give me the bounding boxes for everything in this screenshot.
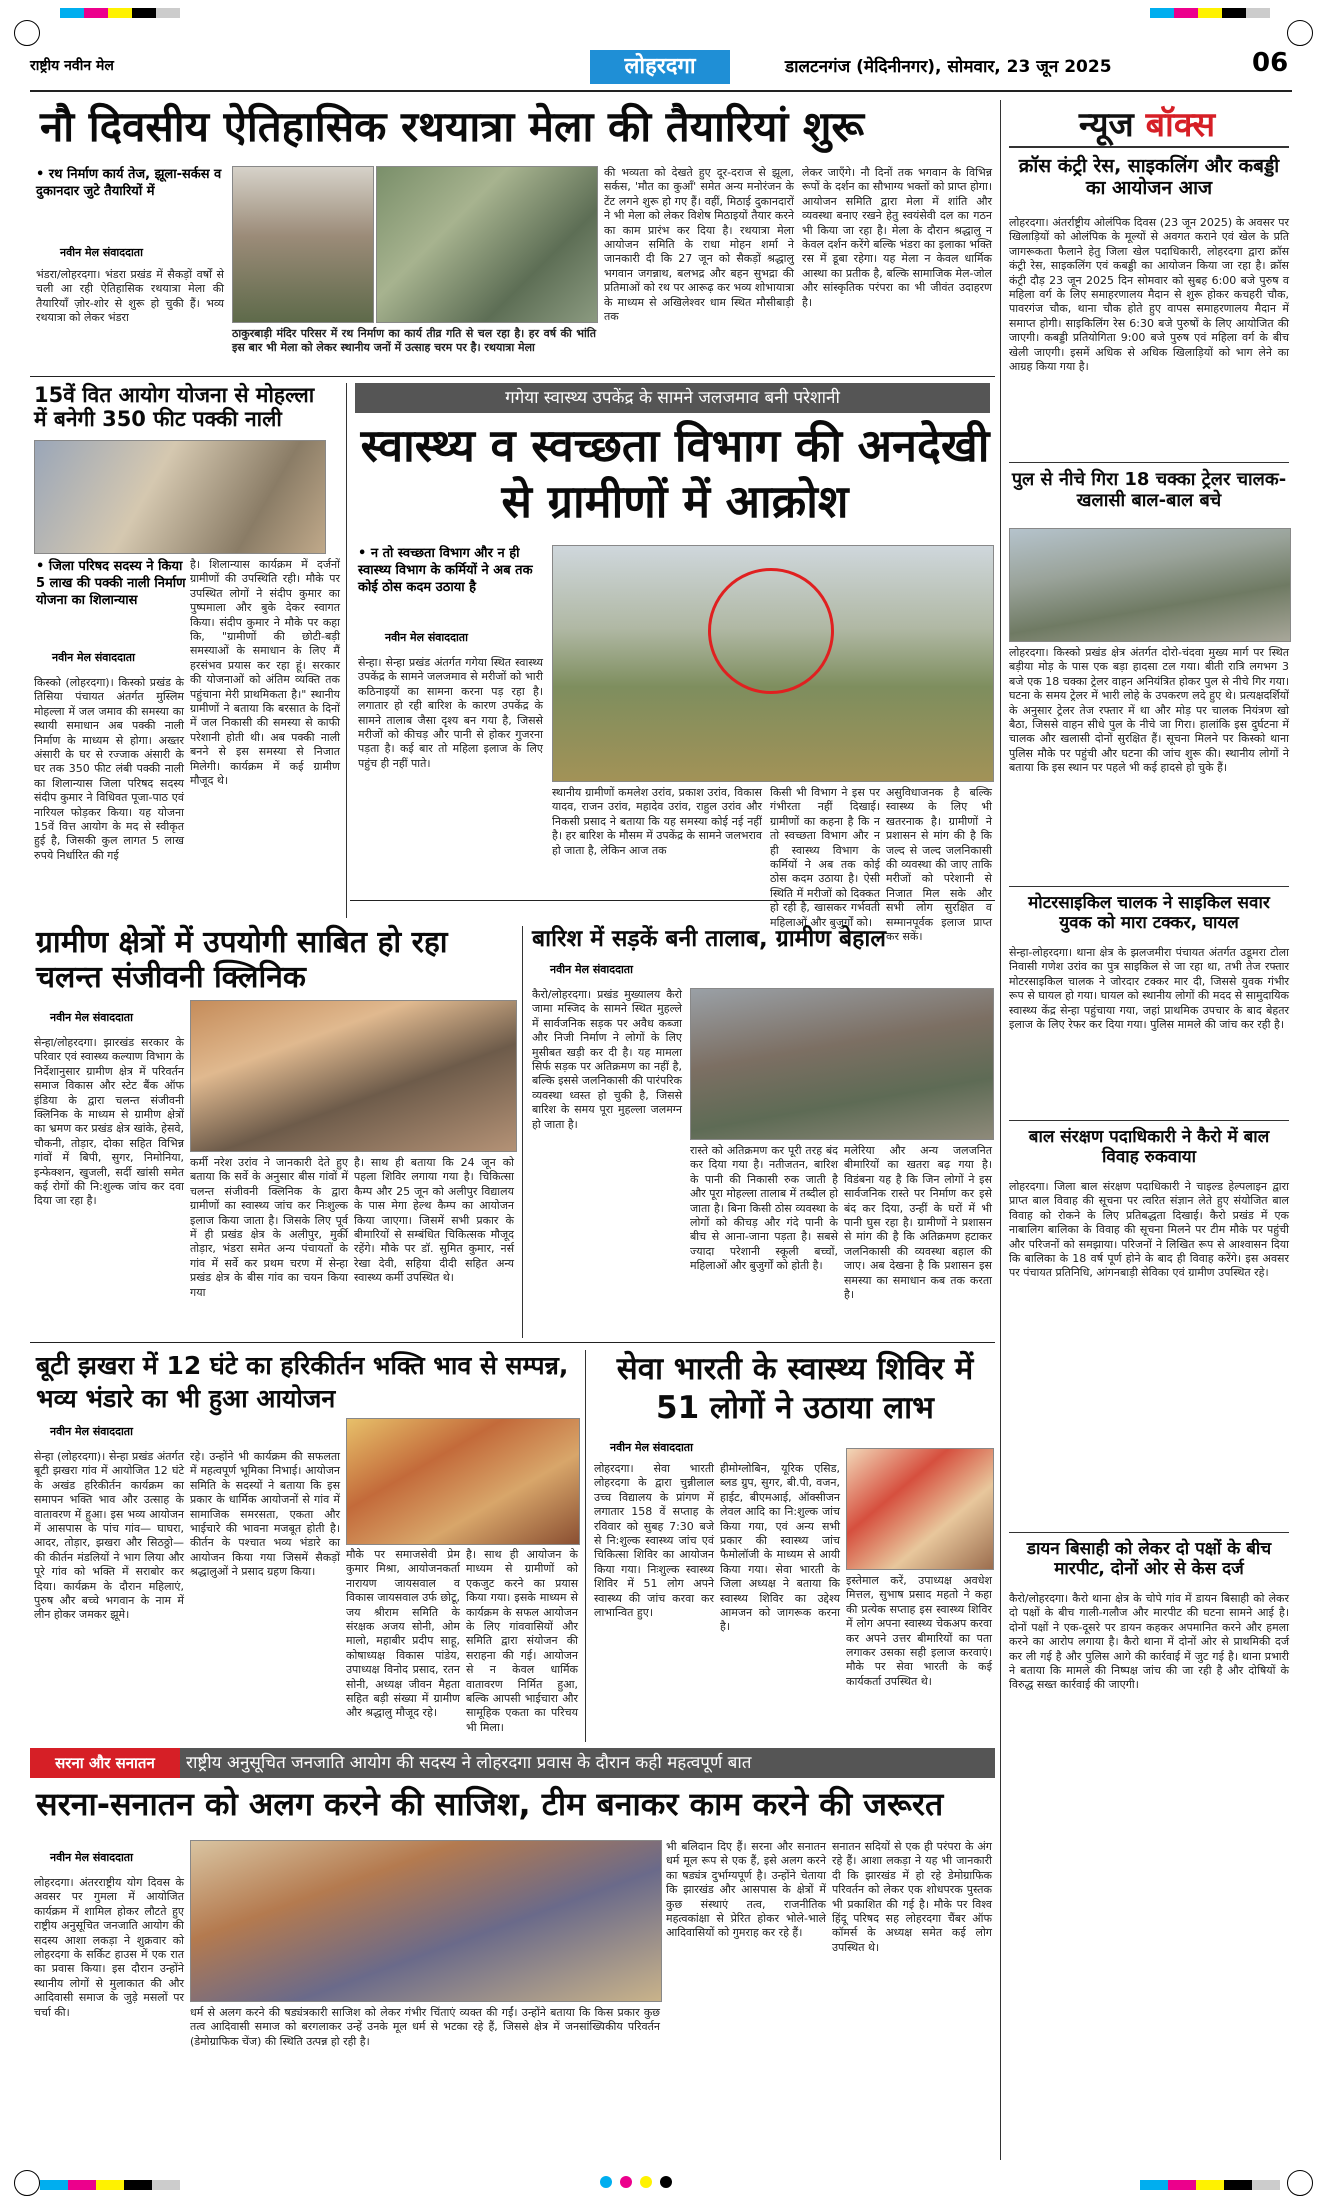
nali-photo bbox=[34, 440, 326, 554]
clinic-divider bbox=[522, 926, 523, 1338]
news-box-title-rule bbox=[1009, 146, 1289, 148]
registration-mark-top-right bbox=[1287, 20, 1313, 46]
news-divider-2 bbox=[1009, 886, 1289, 887]
rain-byline: नवीन मेल संवाददाता bbox=[550, 963, 633, 976]
nali-col2: है। शिलान्यास कार्यक्रम में दर्जनों ग्रामीणों की उपस्थिति रही। मौके पर उपस्थित लोगों ने संदीप कुमार का पुष्पमाला और बुके देकर स्वागत किया। संदीप कुमार ने मौके पर कहा कि, "ग्रामीणों की छोटी-बड़ी समस्याओं के समाधान के लिए मैं हरसंभव प्रयास कर रहा हूं। सरकार की योजनाओं को अंतिम व्यक्ति तक पहुंचाना मेरी प्राथमिकता है।" स्थानीय ग्रामीणों ने बताया कि बरसात के दिनों में जल निकासी की समस्या से काफी परेशानी होती थी। अब पक्की नाली बनने से इस समस्या से निजात मिलेगी। कार्यक्रम में कई ग्रामीण मौजूद थे। bbox=[190, 558, 340, 788]
lead-bullet: • रथ निर्माण कार्य तेज, झूला-सर्कस व दुकानदार जुटे तैयारियों में bbox=[36, 167, 222, 199]
kirtan-col2: रहे। उन्होंने भी कार्यक्रम की सफलता में महत्वपूर्ण भूमिका निभाई। आयोजन समिति के सदस्यों ने बताया कि इस प्रकार के धार्मिक आयोजनों से गांव में सामाजिक समरसता, एकता और भाईचारे की भावना मजबूत होती है। कीर्तन के पश्चात भव्य भंडारे का आयोजन किया गया जिसमें सैकड़ों श्रद्धालुओं ने प्रसाद ग्रहण किया। bbox=[190, 1450, 340, 1579]
color-bar-top-left bbox=[60, 8, 180, 18]
lead-photo-caption: ठाकुरबाड़ी मंदिर परिसर में रथ निर्माण का कार्य तीव्र गति से चल रहा है। हर वर्ष की भांति इस बार भी मेला को लेकर स्थानीय जनों में उत्साह चरम पर है। रथयात्रा मेला bbox=[232, 327, 596, 355]
color-bar-bottom-right bbox=[1140, 2180, 1280, 2190]
lead-photo-temple bbox=[376, 166, 598, 323]
kirtan-divider bbox=[585, 1350, 586, 1742]
news-divider-1 bbox=[1009, 462, 1289, 463]
color-dots-bottom bbox=[600, 2176, 720, 2190]
sarna-photo-caption: धर्म से अलग करने की षड्यंत्रकारी साजिश को लेकर गंभीर चिंताएं व्यक्त की गईं। उन्होंने बताया कि किस प्रकार कुछ तत्व आदिवासी समाज को बरगलाकर उन्हें उनके मूल धर्म से भटका रहे हैं, जिससे क्षेत्र में जनसांख्यिकीय परिवर्तन (डेमोग्राफिक चेंज) की स्थिति उत्पन्न हो रही है। bbox=[190, 2006, 660, 2048]
kirtan-headline: बूटी झखरा में 12 घंटे का हरिकीर्तन भक्ति भाव से सम्पन्न, भव्य भंडारे का भी हुआ आयोजन bbox=[36, 1351, 569, 1413]
nali-byline: नवीन मेल संवाददाता bbox=[52, 651, 135, 664]
color-dot-magenta bbox=[620, 2176, 632, 2188]
seva-col1: लोहरदगा। सेवा भारती लोहरदगा के द्वारा चुन्नीलाल उच्च विद्यालय के प्रांगण में लगातार 158 वें सप्ताह के रविवार को सुबह 7:30 बजे से नि:शुल्क स्वास्थ्य जांच एवं चिकित्सा शिविर का आयोजन किया गया। निःशुल्क स्वास्थ्य शिविर में 51 लोग अपने स्वास्थ्य की जांच करवा कर लाभान्वित हुए। bbox=[594, 1462, 714, 1620]
health-bottom-rule bbox=[350, 900, 995, 901]
lead-headline: नौ दिवसीय ऐतिहासिक रथयात्रा मेला की तैयारियां शुरू bbox=[40, 102, 865, 151]
news-divider-4 bbox=[1009, 1532, 1289, 1533]
lead-col3: की भव्यता को देखते हुए दूर-दराज से झूला, सर्कस, 'मौत का कुआँ' समेत अन्य मनोरंजन के टेंट लगने शुरू हो गए हैं। वहीं, मिठाई दुकानदारों ने भी मेला को लेकर विशेष मिठाइयों तैयार करने का काम प्रारंभ कर दिया है। रथयात्रा मेला आयोजन समिति के राधा मोहन शर्मा ने जानकारी दी कि 27 जून को सैकड़ों श्रद्धालु भगवान जगन्नाथ, बलभद्र और बहन सुभद्रा की प्रतिमाओं को रथ पर आरूढ़ कर भव्य शोभायात्रा के माध्यम से अखिलेश्वर धाम स्थित मौसीबाड़ी तक bbox=[604, 166, 794, 324]
health-kicker: गगेया स्वास्थ्य उपकेंद्र के सामने जलजमाव बनी परेशानी bbox=[355, 383, 990, 413]
news-box-title-a: न्यूज bbox=[1078, 105, 1146, 145]
news-item-3-body: सेन्हा-लोहरदगा। थाना क्षेत्र के झलजमीरा पंचायत अंतर्गत उडूमरा टोला निवासी गणेश उरांव का पुत्र साइकिल से जा रहा था, तभी तेज रफ्तार मोटरसाइकिल चालक ने जोरदार टक्कर मार दी, जिससे युवक गंभीर रूप से घायल हो गया। घायल को स्थानीय लोगों की मदद से सामुदायिक स्वास्थ्य केंद्र सेन्हा पहुंचाया गया, जहां प्राथमिक उपचार के बाद बेहतर इलाज के लिए रेफर कर दिया गया। पुलिस मामले की जांच कर रही है। bbox=[1009, 946, 1289, 1032]
masthead-dateline: डालटनगंज (मेदिनीनगर), सोमवार, 23 जून 2025 bbox=[785, 57, 1112, 77]
lead-byline: नवीन मेल संवाददाता bbox=[60, 246, 143, 259]
kirtan-col3: मौके पर समाजसेवी प्रेम कुमार मिश्रा, आयोजनकर्ता नारायण जायसवाल व विकास जायसवाल उर्फ छोटू, जय श्रीराम समिति के संरक्षक अजय सोनी, ओम मालो, महाबीर प्रदीप साहू, कोषाध्यक्ष विकास पांडेय, उपाध्यक्ष विनोद प्रसाद, रतन सोनी, अध्यक्ष जीवन मैहता सहित बड़ी संख्या में ग्रामीण और श्रद्धालु मौजूद रहे। bbox=[346, 1548, 460, 1720]
seva-byline: नवीन मेल संवाददाता bbox=[610, 1441, 693, 1454]
clinic-col2: कर्मी नरेश उरांव ने जानकारी देते हुए बताया कि सर्वे के अनुसार बीस गांवों में चलन्त संजीवनी क्लिनिक के द्वारा ग्रामीणों का स्वास्थ्य जांच कर निःशुल्क इलाज किया जाता है। जिसके लिए पूर्व में ही प्रखंड क्षेत्र के अलीपुर, मुर्की तोड़ार, भंडरा समेत अन्य पंचायतों के गांव में सर्वे कर प्रथम चरण में सेन्हा प्रखंड क्षेत्र के बीस गांव का चयन किया गया bbox=[190, 1156, 348, 1299]
sarna-col1: लोहरदगा। अंतरराष्ट्रीय योग दिवस के अवसर पर गुमला में आयोजित कार्यक्रम में शामिल होकर लौटते हुए राष्ट्रीय अनुसूचित जनजाति आयोग की सदस्य आशा लकड़ा ने शुक्रवार को लोहरदगा के सर्किट हाउस में एक रात का प्रवास किया। इस दौरान उन्होंने स्थानीय लोगों से मुलाकात की और आदिवासी समाज के जुड़े मसलों पर चर्चा की। bbox=[34, 1876, 184, 2019]
kirtan-photo bbox=[346, 1418, 580, 1545]
sarna-section-tag: सरना और सनातन bbox=[30, 1748, 180, 1778]
nali-bullet: • जिला परिषद सदस्य ने किया 5 लाख की पक्की नाली निर्माण योजना का शिलान्यास bbox=[36, 559, 186, 608]
masthead-rule bbox=[30, 90, 1292, 92]
news-divider-3 bbox=[1009, 1120, 1289, 1121]
seva-col2: हीमोग्लोबिन, यूरिक एसिड, ब्लड ग्रुप, सुगर, बी.पी, वजन, हाईट, बीएमआई, ऑक्सीजन लेवल आदि का नि:शुल्क जांच किया गया, एवं अन्य सभी प्रकार की स्वास्थ्य जांच फैमोलॉजी के माध्यम से आयी किया गया। सेवा भारती के जिला अध्यक्ष ने बताया कि स्वास्थ्य शिविर का उद्देश्य आमजन को जागरूक करना है। bbox=[720, 1462, 840, 1634]
news-item-3-headline: मोटरसाइकिल चालक ने साइकिल सवार युवक को मारा टक्कर, घायल bbox=[1028, 893, 1270, 933]
seva-col3: इस्तेमाल करें, उपाध्यक्ष अवधेश मित्तल, सुभाष प्रसाद महतो ने कहा की प्रत्येक सप्ताह इस स्वास्थ्य शिविर में लोग अपना स्वास्थ्य चेकअप करवा कर अपने उत्तर बीमारियों का पता लगाकर उसका सही इलाज करवाएं। मौके पर सेवा भारती के कई कार्यकर्ता उपस्थित थे। bbox=[846, 1574, 992, 1688]
kirtan-byline: नवीन मेल संवाददाता bbox=[50, 1425, 133, 1438]
health-col3: किसी भी विभाग ने इस पर गंभीरता नहीं दिखाई। ग्रामीणों का कहना है कि न तो स्वच्छता विभाग और न ही स्वास्थ्य विभाग के कर्मियों ने अब तक कोई ठोस कदम उठाया है। ऐसी स्थिति में मरीजों को दिक्कत हो रही है, खासकर गर्भवती महिलाओं और बुजुर्गों को। bbox=[770, 786, 880, 929]
registration-mark-top-left bbox=[14, 20, 40, 46]
mid-bottom-rule bbox=[30, 1342, 995, 1343]
registration-mark-bottom-left bbox=[14, 2170, 40, 2196]
nali-divider bbox=[346, 383, 347, 918]
color-dot-black bbox=[660, 2176, 672, 2188]
sarna-kicker: राष्ट्रीय अनुसूचित जनजाति आयोग की सदस्य ने लोहरदगा प्रवास के दौरान कही महत्वपूर्ण बात bbox=[186, 1753, 752, 1773]
lead-col1: भंडरा/लोहरदगा। भंडरा प्रखंड में सैकड़ों वर्षों से चली आ रही ऐतिहासिक रथयात्रा मेला की तैयारियाँ ज़ोर-शोर से शुरू हो चुकी हैं। भव्य रथयात्रा को लेकर भंडरा bbox=[36, 268, 224, 325]
clinic-byline: नवीन मेल संवाददाता bbox=[50, 1011, 133, 1024]
masthead-paper-name: राष्ट्रीय नवीन मेल bbox=[30, 58, 114, 74]
news-item-5-headline: डायन बिसाही को लेकर दो पक्षों के बीच मारपीट, दोनों ओर से केस दर्ज bbox=[1026, 1539, 1272, 1579]
clinic-headline: ग्रामीण क्षेत्रों में उपयोगी साबित हो रहा चलन्त संजीवनी क्लिनिक bbox=[36, 925, 448, 995]
news-item-1-headline: क्रॉस कंट्री रेस, साइकलिंग और कबड्डी का आयोजन आज bbox=[1018, 155, 1280, 199]
lead-bottom-rule bbox=[30, 376, 995, 377]
nali-col1: किस्को (लोहरदगा)। किस्को प्रखंड के तिसिया पंचायत अंतर्गत मुस्लिम मोहल्ला में जल जमाव की समस्या का स्थायी समाधान अब पक्की नाली निर्माण के माध्यम से होगा। अख्तर अंसारी के घर से रज्जाक अंसारी के घर तक 350 फीट लंबी पक्की नाली का शिलान्यास जिला परिषद सदस्य संदीप कुमार ने विधिवत पूजा-पाठ एवं नारियल फोड़कर किया। यह योजना 15वें वित्त आयोग के मद से स्वीकृत हुई है, जिसकी कुल लागत 5 लाख रुपये निर्धारित की गई bbox=[34, 676, 184, 862]
news-item-2-photo bbox=[1009, 528, 1291, 642]
lead-photo-chariot bbox=[232, 166, 374, 323]
news-item-4-body: लोहरदगा। जिला बाल संरक्षण पदाधिकारी ने चाइल्ड हेल्पलाइन द्वारा प्राप्त बाल विवाह की सूचना पर त्वरित संज्ञान लेते हुए संयोजित बाल विवाह को रोकने के लिए प्रतिबद्धता दिखाई। कैरो प्रखंड में एक नाबालिग बालिका के विवाह की सूचना मिलने पर टीम मौके पर पहुंची और परिजनों को समझाया। परिजनों ने लिखित रूप से आश्वासन दिया कि बालिका के 18 वर्ष पूर्ण होने के बाद ही विवाह करेंगे। इस अवसर पर पंचायत प्रतिनिधि, आंगनबाड़ी सेविका एवं ग्रामीण उपस्थित रहे। bbox=[1009, 1180, 1289, 1280]
news-box-title bbox=[1001, 100, 1293, 146]
health-col4: असुविधाजनक है बल्कि स्वास्थ्य के लिए भी खतरनाक है। ग्रामीणों ने प्रशासन से मांग की है कि जल्द से जल्द जलनिकासी की व्यवस्था की जाए ताकि मरीजों को परेशानी से निजात मिल सके और सभी लोग सुरक्षित व सम्मानपूर्वक इलाज प्राप्त कर सकें। bbox=[886, 786, 992, 944]
health-byline: नवीन मेल संवाददाता bbox=[385, 631, 468, 644]
clinic-photo bbox=[190, 1000, 517, 1152]
health-bullet: • न तो स्वच्छता विभाग और न ही स्वास्थ्य विभाग के कर्मियों ने अब तक कोई ठोस कदम उठाया है bbox=[358, 546, 533, 595]
registration-mark-bottom-right bbox=[1287, 2170, 1313, 2196]
rain-col3: मलेरिया और अन्य जलजनित बीमारियों का खतरा बढ़ गया है। विडंबना यह है कि जिन लोगों ने इस सार्वजनिक रास्ते पर निर्माण कर इसे बंद कर दिया, उन्हीं के घरों में भी पानी घुस रहा है। ग्रामीणों ने प्रशासन से मांग की है कि अतिक्रमण हटाकर जलनिकासी की व्यवस्था बहाल की जाए। अब देखना है कि प्रशासन इस समस्या का समाधान कब तक करता है। bbox=[844, 1144, 992, 1302]
news-item-2-headline: पुल से नीचे गिरा 18 चक्का ट्रेलर चालक-खलासी बाल-बाल बचे bbox=[1011, 469, 1287, 511]
lead-col4: लेकर जाएँगे। नौ दिनों तक भगवान के विभिन्न रूपों के दर्शन का सौभाग्य भक्तों को प्राप्त होगा। आयोजन समिति द्वारा मेला में शांति और व्यवस्था बनाए रखने हेतु स्वयंसेवी दल का गठन भी किया जा रहा है। मेला के दौरान श्रद्धालु न केवल दर्शन करेंगे बल्कि भंडरा का इलाका भक्ति रस में डूबा रहेगा। यह मेला न केवल धार्मिक आस्था का प्रतीक है, बल्कि सामाजिक मेल-जोल और सांस्कृतिक परंपरा का भी जीवंत उदाहरण है। bbox=[802, 166, 992, 309]
seva-headline: सेवा भारती के स्वास्थ्य शिविर में 51 लोगों ने उठाया लाभ bbox=[616, 1351, 974, 1426]
nali-headline: 15वें वित आयोग योजना से मोहल्ला में बनेगी 350 फीट पक्की नाली bbox=[34, 383, 315, 432]
news-item-4-headline: बाल संरक्षण पदाधिकारी ने कैरो में बाल विवाह रुकवाया bbox=[1028, 1127, 1270, 1167]
rain-photo bbox=[690, 988, 994, 1140]
sarna-col4: सनातन सदियों से एक ही परंपरा के अंग रहे हैं। आशा लकड़ा ने यह भी जानकारी दी कि झारखंड में हो रहे डेमोग्राफिक परिवर्तन को लेकर एक शोधपरक पुस्तक भी प्रकाशित की गई है। मौके पर विश्व हिंदू परिषद सह लोहरदगा चैंबर ऑफ कॉमर्स के अध्यक्ष समेत कई लोग उपस्थित थे। bbox=[832, 1840, 992, 1954]
masthead-page-number: 06 bbox=[1252, 48, 1289, 78]
health-col1: सेन्हा। सेन्हा प्रखंड अंतर्गत गगेया स्थित स्वास्थ्य उपकेंद्र के सामने जलजमाव से मरीजों को भारी कठिनाइयों का सामना करना पड़ रहा है। लगातार हो रही बारिश के कारण उपकेंद्र के सामने तालाब जैसा दृश्य बन गया है, जिससे मरीजों को कीचड़ और पानी से होकर गुजरना पड़ता है। कई बार तो महिला इलाज के लिए पहुंच ही नहीं पाते। bbox=[358, 656, 543, 770]
kirtan-col4: है। साथ ही आयोजन के माध्यम से ग्रामीणों को एकजुट करने का प्रयास किया गया। इसके माध्यम से कार्यक्रम के सफल आयोजन के लिए गांववासियों और समिति द्वारा संयोजन की सराहना की गई। आयोजन से न केवल धार्मिक वातावरण निर्मित हुआ, बल्कि आपसी भाईचारा और सामूहिक एकता का परिचय भी मिला। bbox=[466, 1548, 578, 1734]
news-box-title-b: बॉक्स bbox=[1145, 105, 1216, 145]
sarna-col3: भी बलिदान दिए हैं। सरना और सनातन धर्म मूल रूप से एक हैं, इसे अलग करने का षड्यंत्र दुर्भाग्यपूर्ण है। उन्होंने चेताया कि झारखंड और आसपास के क्षेत्रों में कुछ संस्थाएं तत्व, राजनीतिक महत्वकांक्षा से प्रेरित होकर भोले-भाले आदिवासियों को गुमराह कर रहे हैं। bbox=[666, 1840, 826, 1940]
kirtan-col1: सेन्हा (लोहरदगा)। सेन्हा प्रखंड अंतर्गत बूटी झखरा गांव में आयोजित 12 घंटे के अखंड हरिकीर्तन कार्यक्रम का समापन भक्ति भाव और उत्साह के वातावरण में हुआ। इस भव्य आयोजन में आसपास के पांच गांव— घाघरा, आदर, तोड़ार, झखरा और सिठठ्ठो—की कीर्तन मंडलियों ने भाग लिया और पूरे गांव को भक्ति में सराबोर कर दिया। कार्यक्रम के दौरान महिलाएं, पुरुष और बच्चे भगवान के नाम में लीन होकर जमकर झूमे। bbox=[34, 1450, 184, 1622]
health-headline: स्वास्थ्य व स्वच्छता विभाग की अनदेखी से ग्रामीणों में आक्रोश bbox=[360, 419, 990, 529]
health-photo-highlight-circle bbox=[708, 568, 834, 694]
color-dot-cyan bbox=[600, 2176, 612, 2188]
masthead bbox=[30, 48, 1292, 88]
color-dot-yellow bbox=[640, 2176, 652, 2188]
news-item-2-body: लोहरदगा। किस्को प्रखंड क्षेत्र अंतर्गत दोरो-चंदवा मुख्य मार्ग पर स्थित बड़ीया मोड़ के पास एक बड़ा हादसा टल गया। बीती रात्रि लगभग 3 बजे एक 18 चक्का ट्रेलर वाहन अनियंत्रित होकर पुल से नीचे गिर गया। घटना के समय ट्रेलर में भारी लोहे के उपकरण लदे हुए थे। प्रत्यक्षदर्शियों के अनुसार ट्रेलर तेज रफ्तार में था और मोड़ पर चालक नियंत्रण खो बैठा, जिससे वाहन सीधे पुल के नीचे जा गिरा। हालांकि इस दुर्घटना में चालक और खलासी दोनों सुरक्षित हैं। सूचना मिलने पर किस्को थाना पुलिस मौके पर पहुंची और घटना की जांच शुरू की। स्थानीय लोगों ने बताया कि इस स्थान पर पहले भी कई हादसे हो चुके हैं। bbox=[1009, 646, 1289, 775]
sarna-byline: नवीन मेल संवाददाता bbox=[50, 1851, 133, 1864]
color-bar-bottom-left bbox=[40, 2180, 180, 2190]
masthead-section: लोहरदगा bbox=[590, 50, 730, 84]
rain-col2: रास्ते को अतिक्रमण कर पूरी तरह बंद कर दिया गया है। नतीजतन, बारिश के पानी की निकासी रुक जाती है और पूरा मोहल्ला तालाब में तब्दील हो जाता है। बिना किसी ठोस व्यवस्था के लोगों को कीचड़ और गंदे पानी के बीच से आना-जाना पड़ता है। सबसे ज्यादा परेशानी स्कूली बच्चों, महिलाओं और बुजुर्गों को होती है। bbox=[690, 1144, 838, 1273]
health-photo-waterlogging bbox=[552, 545, 994, 782]
color-bar-top-right bbox=[1150, 8, 1270, 18]
rain-col1: कैरो/लोहरदगा। प्रखंड मुख्यालय कैरो जामा मस्जिद के सामने स्थित मुहल्ले में सार्वजनिक सड़क पर अवैध कब्जा और निजी निर्माण ने लोगों के लिए मुसीबत खड़ी कर दी है। यह मामला सिर्फ सड़क पर अतिक्रमण का नहीं है, बल्कि इससे जलनिकासी की पारंपरिक व्यवस्था ध्वस्त हो चुकी है, जिससे बारिश के समय पूरा मुहल्ला जलमग्न हो जाता है। bbox=[532, 988, 682, 1131]
news-box bbox=[1000, 100, 1293, 2160]
health-col2: स्थानीय ग्रामीणों कमलेश उरांव, प्रकाश उरांव, विकास यादव, राजन उरांव, महादेव उरांव, राहुल उरांव और निकसी प्रसाद ने बताया कि यह समस्या कोई नई नहीं है। हर बारिश के मौसम में उपकेंद्र के सामने जलभराव हो जाता है, लेकिन आज तक bbox=[552, 786, 762, 857]
clinic-col1: सेन्हा/लोहरदगा। झारखंड सरकार के परिवार एवं स्वास्थ्य कल्याण विभाग के निर्देशानुसार ग्रामीण क्षेत्र में परिवर्तन समाज विकास और स्टेट बैंक ऑफ इंडिया के द्वारा चलन्त संजीवनी क्लिनिक के माध्यम से ग्रामीण क्षेत्रों का भ्रमण कर प्रखंड क्षेत्र खांके, हेसवे, चौकनी, तोड़ार, दोका सहित विभिन्न गांवों में बिपी, सुगर, निमोनिया, इन्फेक्शन, खुजली, सर्दी खांसी समेत कई रोगों की नि:शुल्क जांच कर दवा दिया जा रहा है। bbox=[34, 1036, 184, 1208]
clinic-col3: है। साथ ही बताया कि 24 जून को पहला शिविर लगाया गया है। चिकित्सा कैम्प और 25 जून को अलीपुर विद्यालय के पास मेगा हेल्थ कैम्प का आयोजन किया जाएगा। जिसमें सभी प्रकार के बीमारियों से सम्बंधित चिकित्सक मौजूद रहेंगे। मौके पर डॉ. सुमित कुमार, नर्स रेखा देवी, सहिया दीदी सहित अन्य स्वास्थ्य कर्मी उपस्थित थे। bbox=[354, 1156, 514, 1285]
news-item-1-body: लोहरदगा। अंतर्राष्ट्रीय ओलंपिक दिवस (23 जून 2025) के अवसर पर खिलाड़ियों को ओलंपिक के मूल्यों से अवगत कराने एवं खेल के प्रति जागरूकता फैलाने हेतु जिला खेल पदाधिकारी, लोहरदगा द्वारा क्रॉस कंट्री रेस, साइकलिंग एवं कबड्डी का आयोजन किया जा रहा है। क्रॉस कंट्री दौड़ 23 जून 2025 दिन सोमवार को सुबह 6:00 बजे पुरुष व महिला वर्ग के लिए समाहरणालय मैदान से शुरू होकर कचहरी चौक, पावरगंज चौक, थाना चौक होते हुए वापस समाहरणालय मैदान में समाप्त होगी। साइकिलिंग रेस 6:30 बजे पुरुषों के लिए आयोजित की जाएगी। कबड्डी प्रतियोगिता 9:00 बजे पुरुष एवं महिला वर्ग के बीच खेली जाएगी। इसमें अधिक से अधिक खिलाड़ियों को भाग लेने का आग्रह किया गया है। bbox=[1009, 216, 1289, 374]
sarna-photo bbox=[190, 1840, 662, 2002]
sarna-headline: सरना-सनातन को अलग करने की साजिश, टीम बनाकर काम करने की जरूरत bbox=[36, 1785, 944, 1823]
news-item-5-body: कैरो/लोहरदगा। कैरो थाना क्षेत्र के चोपे गांव में डायन बिसाही को लेकर दो पक्षों के बीच गाली-गलौज और मारपीट की घटना सामने आई है। दोनों पक्षों ने एक-दूसरे पर डायन कहकर अपमानित करने और हमला करने का आरोप लगाया है। कैरो थाना में दोनों ओर से प्राथमिकी दर्ज कर ली गई है और पुलिस आगे की कार्रवाई में जुट गई है। थाना प्रभारी ने बताया कि मामले की निष्पक्ष जांच की जा रही है और दोषियों के विरुद्ध सख्त कार्रवाई की जाएगी। bbox=[1009, 1592, 1289, 1692]
rain-headline: बारिश में सड़कें बनी तालाब, ग्रामीण बेहाल bbox=[532, 926, 886, 952]
seva-photo bbox=[846, 1448, 994, 1570]
